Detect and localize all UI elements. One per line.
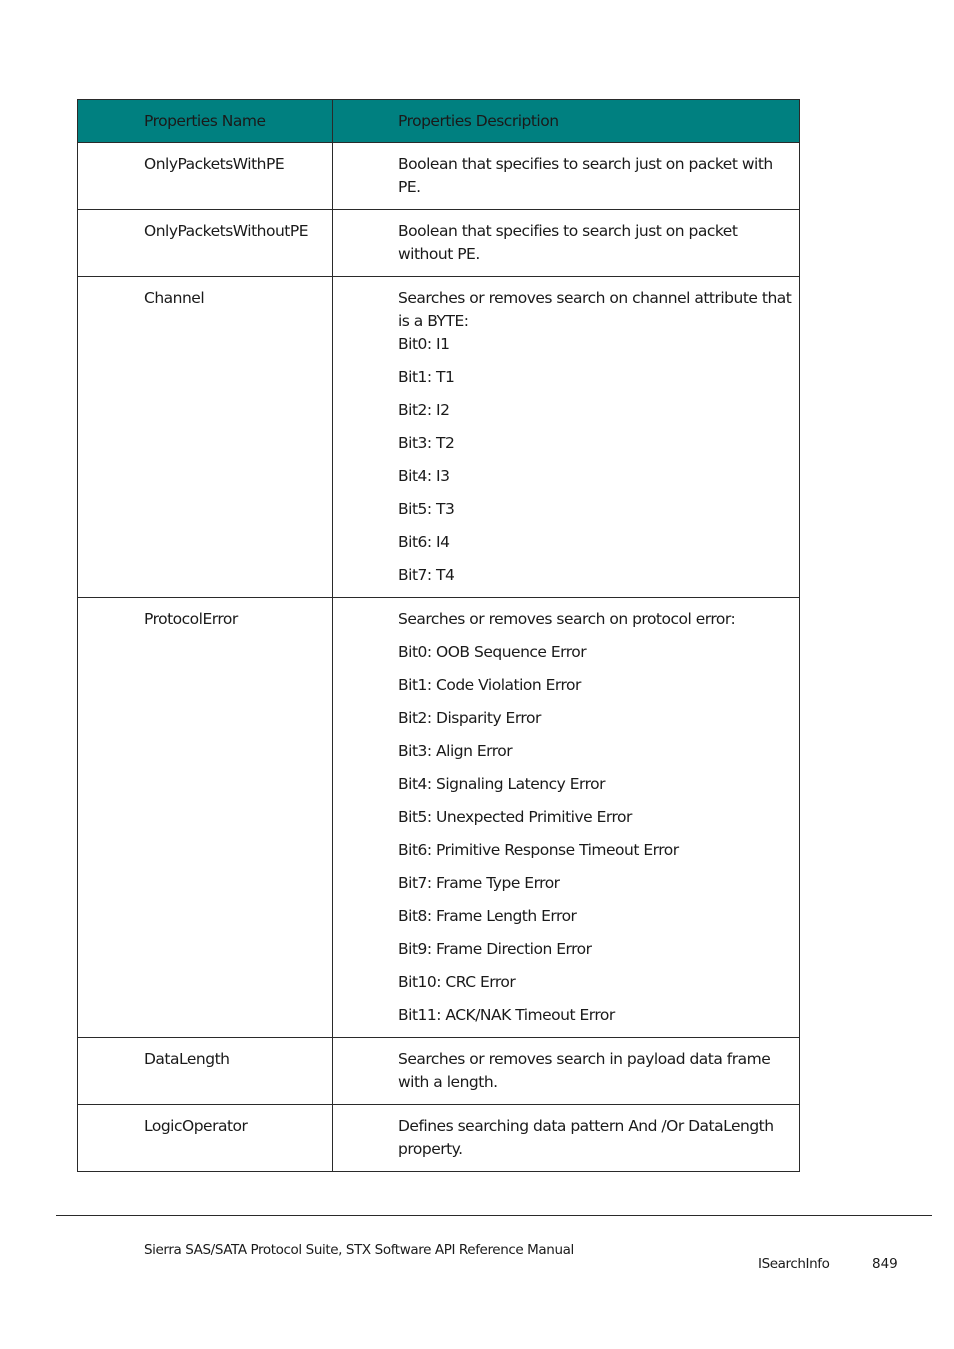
bit-item: Bit10: CRC Error [398,973,516,991]
description-text: Searches or removes search on channel attribute that is a BYTE: [398,289,792,330]
table-row [78,598,800,1038]
bit-item: Bit5: T3 [398,500,455,518]
bit-item: Bit3: T2 [398,434,455,452]
description-text: Boolean that specifies to search just on packet with PE. [398,155,773,196]
bit-item: Bit0: OOB Sequence Error [398,643,587,661]
table-body [78,143,800,1172]
footer-section-name: ISearchInfo [758,1256,830,1272]
property-description [333,1105,800,1172]
table-header-row [78,100,800,143]
bit-item: Bit1: Code Violation Error [398,676,581,694]
bit-item: Bit4: Signaling Latency Error [398,775,606,793]
footer-divider [56,1215,932,1216]
bit-item: Bit2: Disparity Error [398,709,541,727]
properties-table [77,99,800,1172]
property-name: DataLength [78,1038,333,1105]
bit-item: Bit8: Frame Length Error [398,907,577,925]
bit-item: Bit4: I3 [398,467,450,485]
bit-item: Bit6: I4 [398,533,450,551]
property-description [333,1038,800,1105]
property-name: LogicOperator [78,1105,333,1172]
property-name: Channel [78,277,333,598]
property-description [333,277,800,598]
footer-manual-title: Sierra SAS/SATA Protocol Suite, STX Software API Reference Manual [144,1242,574,1258]
description-text: Defines searching data pattern And /Or DataLength property. [398,1117,774,1158]
table-row [78,143,800,210]
bit-item: Bit9: Frame Direction Error [398,940,592,958]
description-text: Boolean that specifies to search just on packet without PE. [398,222,738,263]
property-description [333,210,800,277]
header-properties-name: Properties Name [78,100,333,143]
table-row [78,1038,800,1105]
property-description [333,598,800,1038]
property-name: ProtocolError [78,598,333,1038]
table-row [78,210,800,277]
property-name: OnlyPacketsWithoutPE [78,210,333,277]
bit-item: Bit2: I2 [398,401,450,419]
header-properties-description: Properties Description [333,100,800,143]
bit-item: Bit0: I1 [398,335,450,353]
description-text: Searches or removes search in payload data frame with a length. [398,1050,771,1091]
footer-page-number: 849 [872,1256,898,1272]
description-text: Searches or removes search on protocol error: [398,610,736,628]
table-row [78,277,800,598]
bit-item: Bit1: T1 [398,368,455,386]
property-name: OnlyPacketsWithPE [78,143,333,210]
bit-item: Bit6: Primitive Response Timeout Error [398,841,679,859]
bit-item: Bit5: Unexpected Primitive Error [398,808,632,826]
property-description [333,143,800,210]
bit-item: Bit11: ACK/NAK Timeout Error [398,1006,615,1024]
bit-item: Bit7: T4 [398,566,455,584]
table-row [78,1105,800,1172]
bit-item: Bit7: Frame Type Error [398,874,560,892]
bit-item: Bit3: Align Error [398,742,513,760]
